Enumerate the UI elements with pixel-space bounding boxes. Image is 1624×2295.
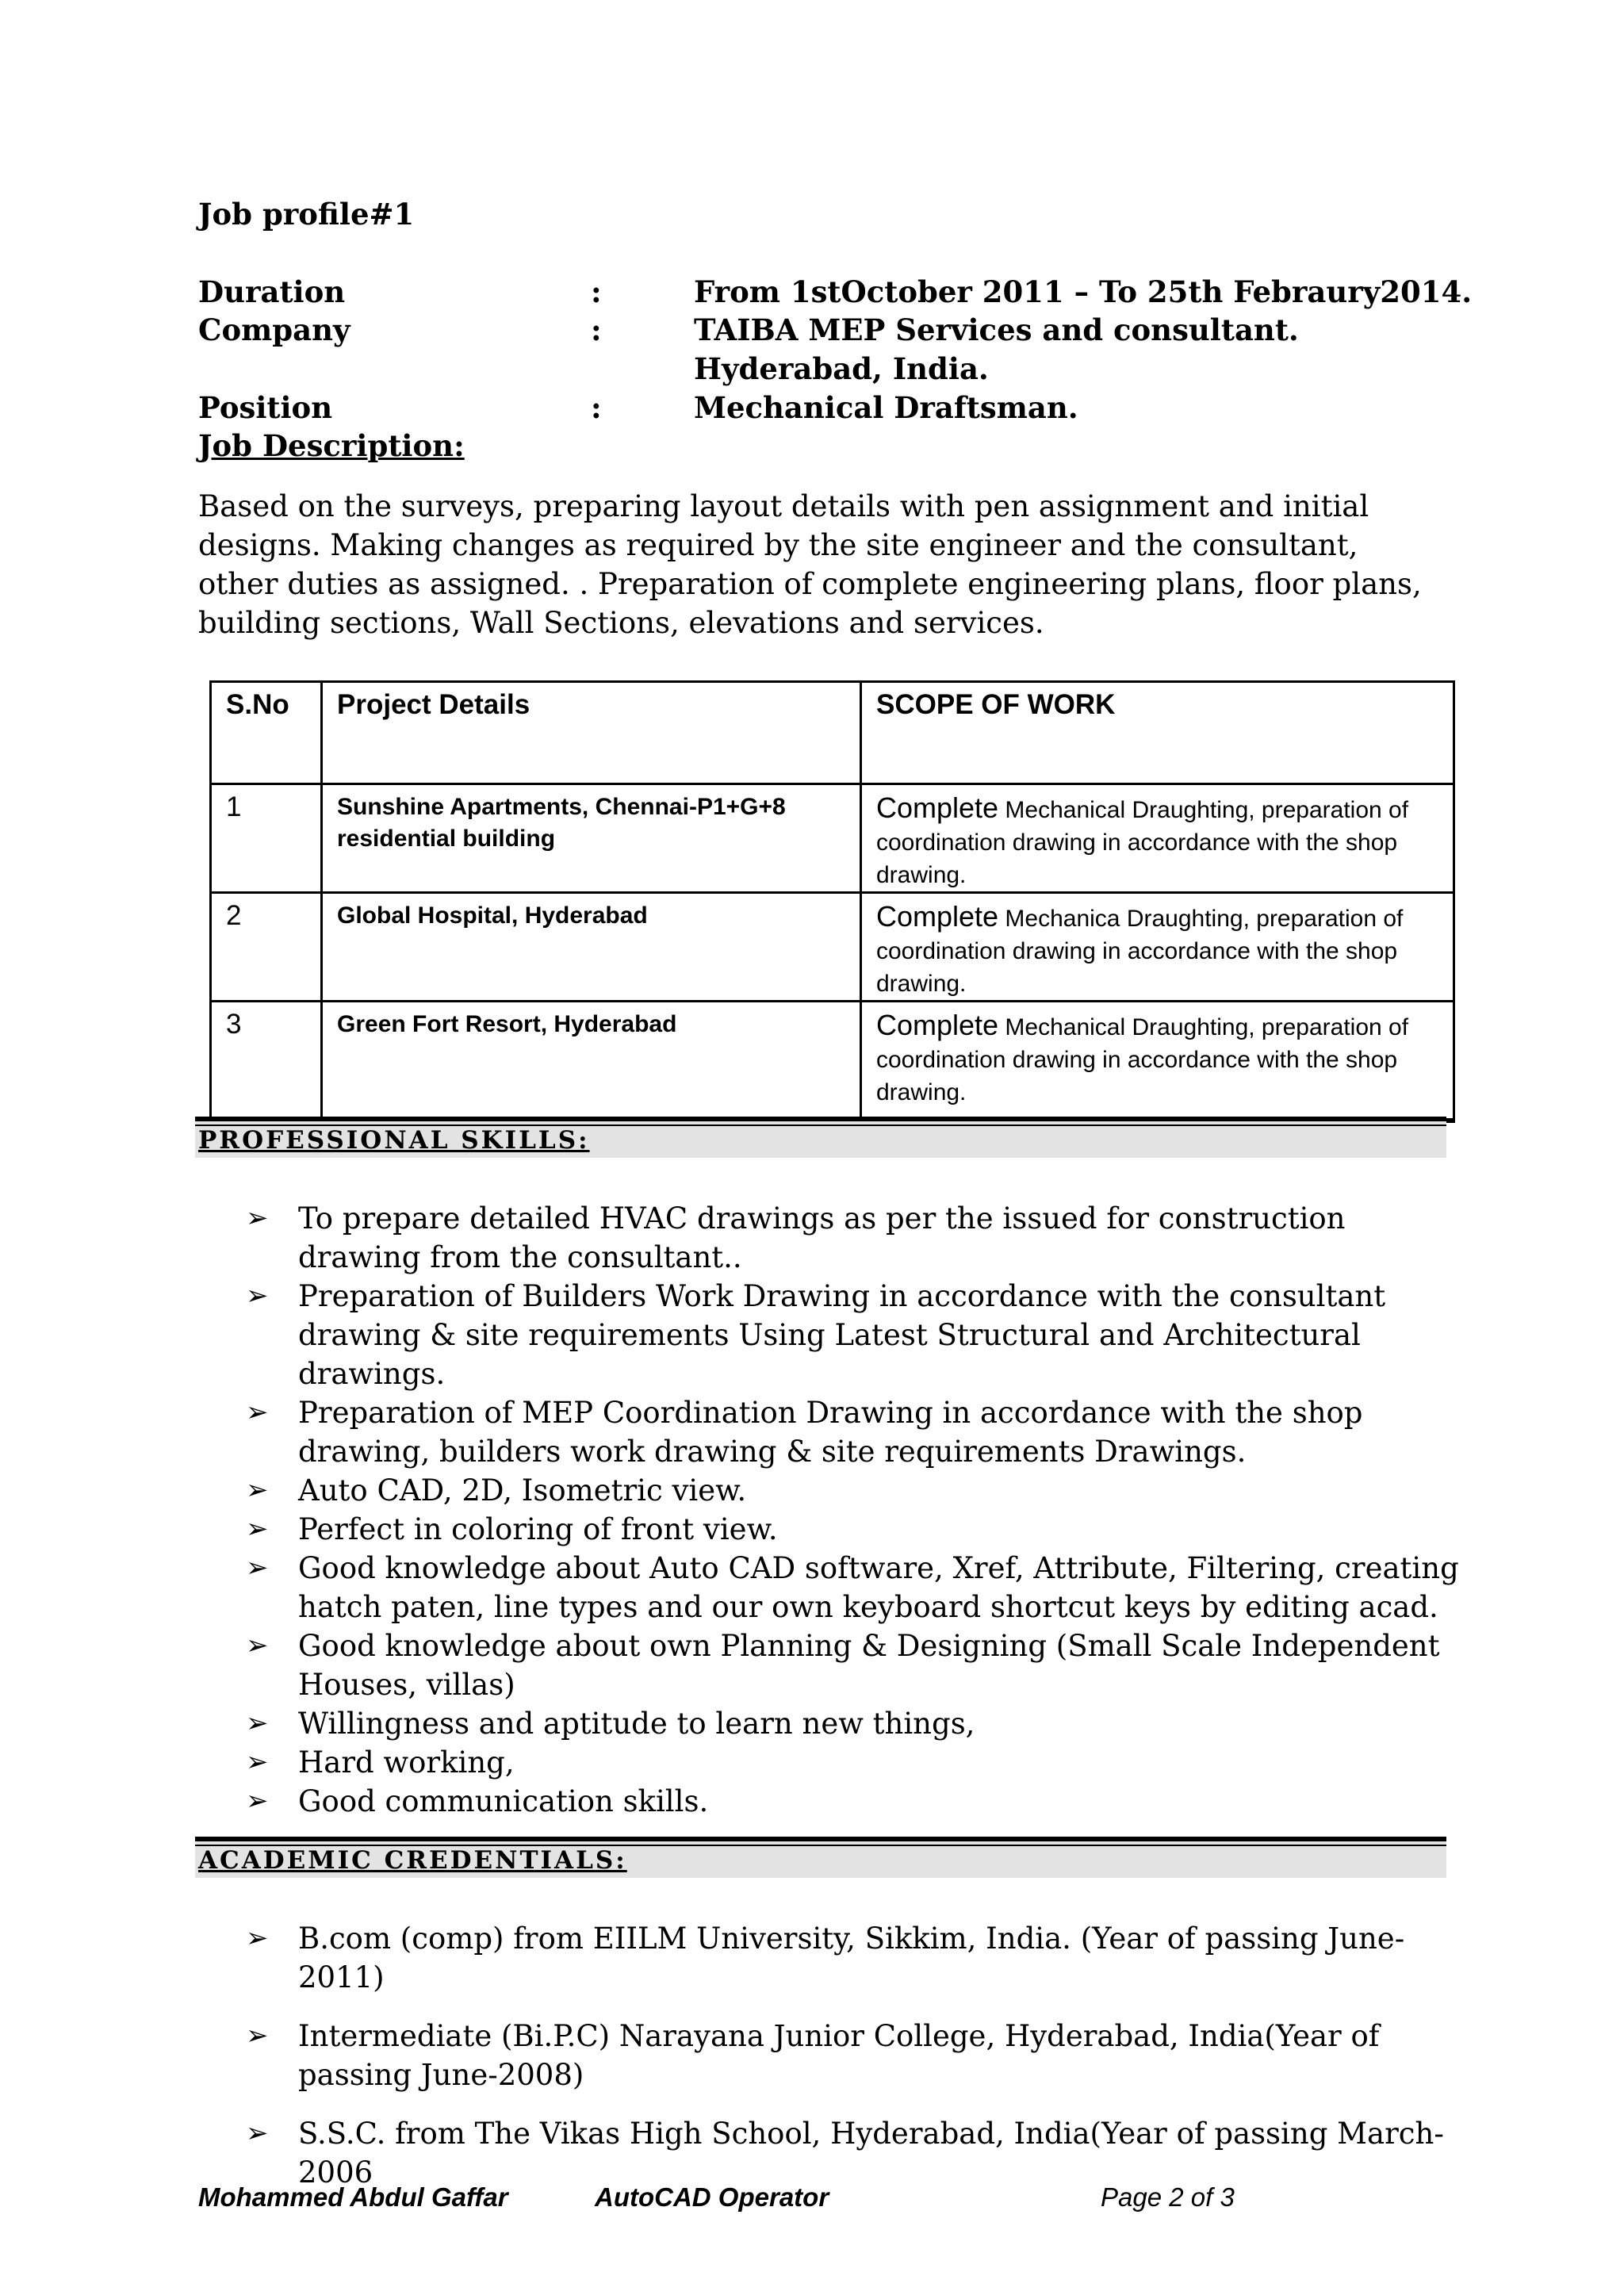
list-item — [246, 1549, 1467, 1626]
professional-skills-heading: PROFESSIONAL SKILLS: — [198, 1126, 590, 1155]
row-sno: 1 — [211, 784, 322, 893]
table-row — [211, 784, 1454, 893]
academic-credentials-heading: ACADEMIC CREDENTIALS: — [198, 1846, 627, 1875]
row-project-details: Sunshine Apartments, Chennai-P1+G+8 residential building — [322, 784, 861, 893]
list-item — [246, 2114, 1467, 2192]
position-value: Mechanical Draftsman. — [694, 390, 1078, 425]
professional-skills-list — [246, 1199, 1467, 1821]
list-item-text: Good knowledge about own Planning & Designing (Small Scale Independent Houses, villas) — [298, 1629, 1440, 1702]
list-item-text: S.S.C. from The Vikas High School, Hyderabad, India(Year of passing March-2006 — [298, 2117, 1444, 2190]
row-scope — [861, 1002, 1454, 1121]
list-item-text: Perfect in coloring of front view. — [298, 1512, 778, 1546]
scope-lead-word: Complete — [876, 1009, 999, 1041]
table-row — [211, 1002, 1454, 1121]
list-item — [246, 1782, 1467, 1821]
list-item — [246, 1704, 1467, 1743]
footer-role: AutoCAD Operator — [595, 2182, 829, 2212]
arrow-bullet-icon: ➢ — [246, 1785, 269, 1817]
arrow-bullet-icon: ➢ — [246, 1280, 269, 1312]
list-item — [246, 1626, 1467, 1704]
arrow-bullet-icon: ➢ — [246, 1552, 269, 1584]
list-item-text: Good knowledge about Auto CAD software, Xref, Attribute, Filtering, creating hatch paten, line types and our own keyboard shortcut keys by editing acad. — [298, 1551, 1459, 1624]
company-separator: : — [591, 312, 602, 347]
company-label: Company — [198, 312, 350, 347]
arrow-bullet-icon: ➢ — [246, 2020, 269, 2052]
arrow-bullet-icon: ➢ — [246, 1630, 269, 1661]
list-item — [246, 1471, 1467, 1510]
arrow-bullet-icon: ➢ — [246, 1474, 269, 1506]
academic-credentials-bar — [195, 1837, 1446, 1878]
list-item — [246, 2017, 1467, 2094]
projects-table — [209, 680, 1455, 1123]
arrow-bullet-icon: ➢ — [246, 1922, 269, 1954]
table-row — [211, 893, 1454, 1002]
list-item — [246, 1393, 1467, 1471]
duration-value: From 1stOctober 2011 – To 25th Febraury2014. — [694, 274, 1473, 309]
list-item-text: To prepare detailed HVAC drawings as per the issued for construction drawing from the consultant.. — [298, 1201, 1346, 1274]
arrow-bullet-icon: ➢ — [246, 1513, 269, 1545]
position-separator: : — [591, 390, 602, 425]
list-item-text: Good communication skills. — [298, 1784, 709, 1818]
header-sno: S.No — [211, 682, 322, 784]
header-scope-of-work: SCOPE OF WORK — [861, 682, 1454, 784]
company-location: Hyderabad, India. — [694, 351, 989, 386]
list-item — [246, 1199, 1467, 1277]
scope-lead-word: Complete — [876, 791, 999, 824]
duration-separator: : — [591, 274, 602, 309]
job-profile-title: Job profile#1 — [198, 197, 415, 232]
arrow-bullet-icon: ➢ — [246, 1707, 269, 1739]
academic-credentials-list — [246, 1919, 1467, 2212]
row-sno: 3 — [211, 1002, 322, 1121]
job-description-heading: Job Description: — [198, 428, 465, 463]
list-item-text: Intermediate (Bi.P.C) Narayana Junior College, Hyderabad, India(Year of passing June-2008) — [298, 2019, 1380, 2092]
arrow-bullet-icon: ➢ — [246, 1746, 269, 1778]
arrow-bullet-icon: ➢ — [246, 2117, 269, 2149]
list-item-text: Auto CAD, 2D, Isometric view. — [298, 1473, 747, 1508]
list-item — [246, 1510, 1467, 1549]
company-value: TAIBA MEP Services and consultant. — [694, 312, 1299, 347]
list-item-text: B.com (comp) from EIILM University, Sikkim, India. (Year of passing June-2011) — [298, 1921, 1405, 1994]
row-sno: 2 — [211, 893, 322, 1002]
scope-lead-word: Complete — [876, 900, 999, 933]
list-item-text: Hard working, — [298, 1745, 515, 1780]
row-scope — [861, 784, 1454, 893]
job-description-text: Based on the surveys, preparing layout details with pen assignment and initial designs. Making changes as required by the site engineer and the consultant, other duties as assigned. . Preparation of complete engineering plans, floor plans, building sections, Wall Sections, elevations and services. — [198, 489, 1422, 640]
scope-text: Mechanical Draughting, preparation of coordination drawing in accordance with the shop drawing. — [876, 797, 1409, 888]
list-item — [246, 1277, 1467, 1393]
position-label: Position — [198, 390, 333, 425]
row-scope — [861, 893, 1454, 1002]
professional-skills-bar — [195, 1117, 1446, 1158]
arrow-bullet-icon: ➢ — [246, 1202, 269, 1234]
row-project-details: Global Hospital, Hyderabad — [322, 893, 861, 1002]
list-item-text: Willingness and aptitude to learn new things, — [298, 1707, 975, 1741]
scope-text: Mechanica Draughting, preparation of coordination drawing in accordance with the shop drawing. — [876, 906, 1404, 997]
list-item-text: Preparation of Builders Work Drawing in accordance with the consultant drawing & site requirements Using Latest Structural and Architectural drawings. — [298, 1279, 1386, 1391]
row-project-details: Green Fort Resort, Hyderabad — [322, 1002, 861, 1121]
list-item — [246, 1743, 1467, 1782]
footer-name: Mohammed Abdul Gaffar — [198, 2182, 508, 2212]
table-header-row — [211, 682, 1454, 784]
duration-label: Duration — [198, 274, 346, 309]
scope-text: Mechanical Draughting, preparation of coordination drawing in accordance with the shop drawing. — [876, 1014, 1409, 1105]
list-item — [246, 1919, 1467, 1997]
footer-page-number: Page 2 of 3 — [1101, 2182, 1235, 2212]
arrow-bullet-icon: ➢ — [246, 1397, 269, 1428]
header-project-details: Project Details — [322, 682, 861, 784]
list-item-text: Preparation of MEP Coordination Drawing in accordance with the shop drawing, builders work drawing & site requirements Drawings. — [298, 1396, 1363, 1469]
